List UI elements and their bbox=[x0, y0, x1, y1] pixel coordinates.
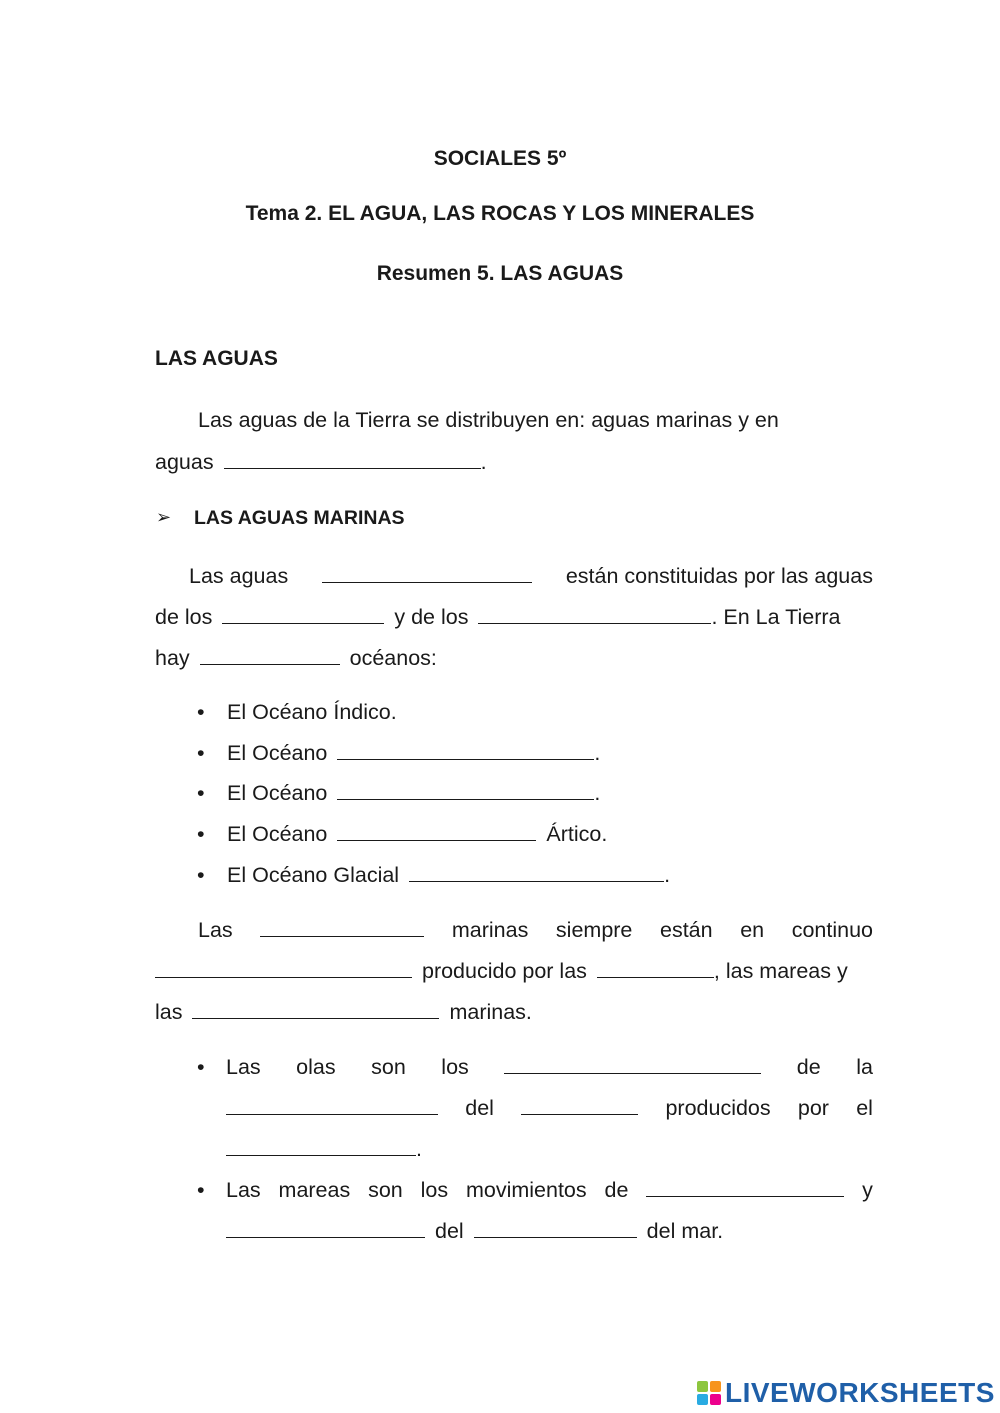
text: de bbox=[796, 1055, 821, 1079]
paragraph-line bbox=[155, 997, 873, 1027]
blank-field[interactable] bbox=[200, 643, 340, 665]
text: . bbox=[480, 450, 487, 474]
section-heading-aguas-marinas: LAS AGUAS MARINAS bbox=[194, 507, 405, 529]
list-item-mareas-line bbox=[226, 1216, 873, 1246]
text: el bbox=[856, 1096, 873, 1120]
logo-square bbox=[697, 1394, 708, 1405]
page-theme: Tema 2. EL AGUA, LAS ROCAS Y LOS MINERALES bbox=[245, 202, 755, 225]
blank-field[interactable] bbox=[474, 1216, 637, 1238]
blank-field[interactable] bbox=[226, 1134, 416, 1156]
text: y de los bbox=[394, 605, 469, 629]
list-item-olas-line bbox=[226, 1134, 873, 1164]
text: las bbox=[155, 1000, 183, 1024]
text: Las bbox=[198, 918, 233, 942]
list-item-ocean bbox=[227, 738, 600, 768]
bullet-icon: • bbox=[197, 1055, 205, 1079]
text: . bbox=[664, 863, 671, 887]
bullet-icon: • bbox=[197, 781, 205, 805]
text: del mar. bbox=[646, 1219, 724, 1243]
blank-field[interactable] bbox=[337, 778, 594, 800]
page-summary-title: Resumen 5. LAS AGUAS bbox=[376, 262, 624, 285]
text: marinas bbox=[451, 918, 529, 942]
list-item-ocean bbox=[227, 819, 607, 849]
text: olas bbox=[296, 1055, 336, 1079]
paragraph-line bbox=[155, 602, 873, 632]
text: aguas bbox=[155, 450, 214, 474]
bullet-icon: • bbox=[197, 822, 205, 846]
text: y bbox=[862, 1178, 873, 1202]
blank-field[interactable] bbox=[521, 1093, 638, 1115]
text: . bbox=[416, 1137, 422, 1161]
text: son bbox=[371, 1055, 406, 1079]
text: mareas bbox=[278, 1178, 351, 1202]
page-subject: SOCIALES 5º bbox=[433, 147, 567, 170]
list-item-mareas bbox=[226, 1175, 873, 1205]
list-item-olas-line bbox=[226, 1093, 873, 1123]
blank-field[interactable] bbox=[597, 956, 714, 978]
blank-field[interactable] bbox=[409, 860, 664, 882]
text: los bbox=[420, 1178, 449, 1202]
blank-field[interactable] bbox=[222, 602, 384, 624]
blank-field[interactable] bbox=[337, 819, 536, 841]
text: . bbox=[594, 781, 601, 805]
blank-field[interactable] bbox=[504, 1052, 761, 1074]
text: están bbox=[659, 918, 713, 942]
bullet-icon: • bbox=[197, 700, 205, 724]
list-item-ocean bbox=[227, 860, 670, 890]
liveworksheets-logo bbox=[697, 1378, 995, 1408]
text: de bbox=[604, 1178, 629, 1202]
paragraph-line bbox=[155, 447, 873, 477]
blank-field[interactable] bbox=[337, 738, 594, 760]
paragraph-line bbox=[189, 561, 873, 591]
text: Las aguas de la Tierra se distribuyen en: aguas marinas y en bbox=[198, 408, 779, 432]
logo-square bbox=[697, 1381, 708, 1392]
blank-field[interactable] bbox=[155, 956, 412, 978]
arrow-bullet-icon: ➢ bbox=[156, 507, 172, 527]
text: océanos: bbox=[349, 646, 437, 670]
text: . En La Tierra bbox=[711, 605, 841, 629]
text: Las bbox=[226, 1178, 261, 1202]
text: El Océano Glacial bbox=[227, 863, 400, 887]
text: . bbox=[594, 741, 601, 765]
text: continuo bbox=[791, 918, 873, 942]
text: los bbox=[441, 1055, 469, 1079]
text: están constituidas por las aguas bbox=[565, 564, 873, 588]
logo-text: LIVEWORKSHEETS bbox=[725, 1377, 995, 1408]
text: El Océano bbox=[227, 781, 328, 805]
paragraph-line bbox=[198, 405, 873, 435]
text: en bbox=[740, 918, 765, 942]
text: marinas. bbox=[449, 1000, 532, 1024]
list-item-olas bbox=[226, 1052, 873, 1082]
blank-field[interactable] bbox=[260, 915, 424, 937]
blank-field[interactable] bbox=[478, 602, 711, 624]
text: del bbox=[434, 1219, 464, 1243]
list-item-ocean bbox=[227, 697, 397, 727]
blank-field[interactable] bbox=[224, 447, 481, 469]
blank-field[interactable] bbox=[226, 1216, 425, 1238]
bullet-icon: • bbox=[197, 741, 205, 765]
paragraph-line bbox=[198, 915, 873, 945]
bullet-icon: • bbox=[197, 1178, 205, 1202]
blank-field[interactable] bbox=[322, 561, 532, 583]
logo-square bbox=[710, 1394, 721, 1405]
text: la bbox=[856, 1055, 873, 1079]
blank-field[interactable] bbox=[192, 997, 439, 1019]
text: son bbox=[368, 1178, 403, 1202]
paragraph-line bbox=[155, 956, 873, 986]
logo-icon bbox=[697, 1381, 721, 1405]
logo-square bbox=[710, 1381, 721, 1392]
paragraph-line bbox=[155, 643, 873, 673]
text: , las mareas y bbox=[713, 959, 848, 983]
text: hay bbox=[155, 646, 190, 670]
text: Las bbox=[226, 1055, 261, 1079]
text: de los bbox=[155, 605, 213, 629]
text: producido por las bbox=[421, 959, 587, 983]
list-item-ocean bbox=[227, 778, 600, 808]
text: del bbox=[465, 1096, 494, 1120]
blank-field[interactable] bbox=[646, 1175, 844, 1197]
text: siempre bbox=[555, 918, 633, 942]
text: movimientos bbox=[465, 1178, 587, 1202]
text: Las aguas bbox=[189, 564, 289, 588]
blank-field[interactable] bbox=[226, 1093, 438, 1115]
bullet-icon: • bbox=[197, 863, 205, 887]
text: El Océano bbox=[227, 741, 328, 765]
text: producidos bbox=[665, 1096, 771, 1120]
text: El Océano bbox=[227, 822, 328, 846]
text: Ártico. bbox=[546, 822, 608, 846]
text: por bbox=[797, 1096, 829, 1120]
section-heading-las-aguas: LAS AGUAS bbox=[155, 347, 278, 370]
text: El Océano Índico. bbox=[227, 700, 397, 724]
